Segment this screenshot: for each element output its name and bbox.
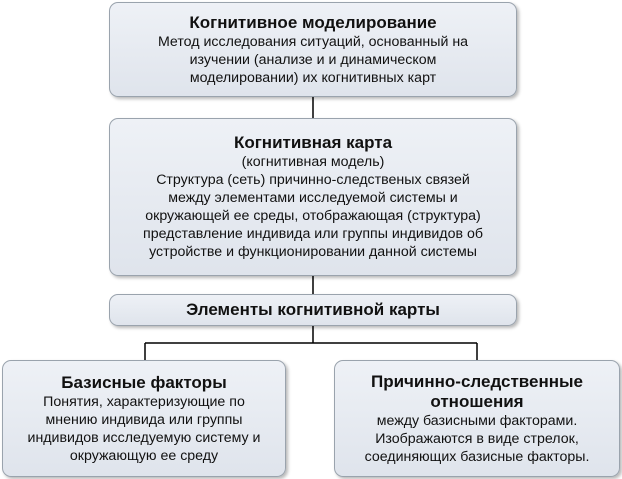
causal-relations-title: Причинно-следственные [371, 371, 583, 391]
basic-factors-line: окружающую ее среду [69, 447, 219, 464]
basic-factors-line: Понятия, характеризующие по [43, 393, 245, 410]
cognitive-map-line: Структура (сеть) причинно-следственых связей [156, 172, 470, 188]
basic-factors-title: Базисные факторы [61, 372, 227, 392]
basic-factors-box [2, 360, 286, 477]
cognitive-modeling-box [109, 2, 517, 97]
cognitive-map-line: окружающей ее среды, отображающая (структура) [145, 208, 481, 224]
causal-relations-line: соединяющих базисные факторы. [364, 448, 590, 465]
basic-factors-line: индивидов исследуемую систему и [27, 429, 261, 446]
cognitive-map-line: между элементами исследуемой системы и [168, 190, 458, 206]
causal-relations-line: между базисными факторами. [376, 412, 578, 429]
cognitive-modeling-line: Метод исследования ситуаций, основанный на [157, 33, 469, 50]
cognitive-modeling-line: изучении (анализе и и динамическом [189, 51, 437, 68]
cognitive-modeling-line: моделировании) их когнитивных карт [189, 69, 437, 86]
cognitive-map-line: устройстве и функционировании данной системы [149, 244, 477, 260]
map-elements-title: Элементы когнитивной карты [186, 300, 440, 319]
basic-factors-line: мнению индивида или группы [45, 411, 243, 428]
cognitive-map-line: (когнитивная модель) [241, 154, 385, 170]
cognitive-modeling-title: Когнитивное моделирование [189, 12, 437, 32]
map-elements-box [109, 294, 517, 326]
causal-relations-box [334, 360, 620, 477]
causal-relations-line: Изображаются в виде стрелок, [375, 430, 579, 447]
causal-relations-title: отношения [430, 391, 524, 411]
cognitive-map-box [109, 118, 517, 276]
cognitive-map-line: представление индивида или группы индивидов об [143, 226, 483, 242]
cognitive-map-title: Когнитивная карта [233, 133, 393, 152]
